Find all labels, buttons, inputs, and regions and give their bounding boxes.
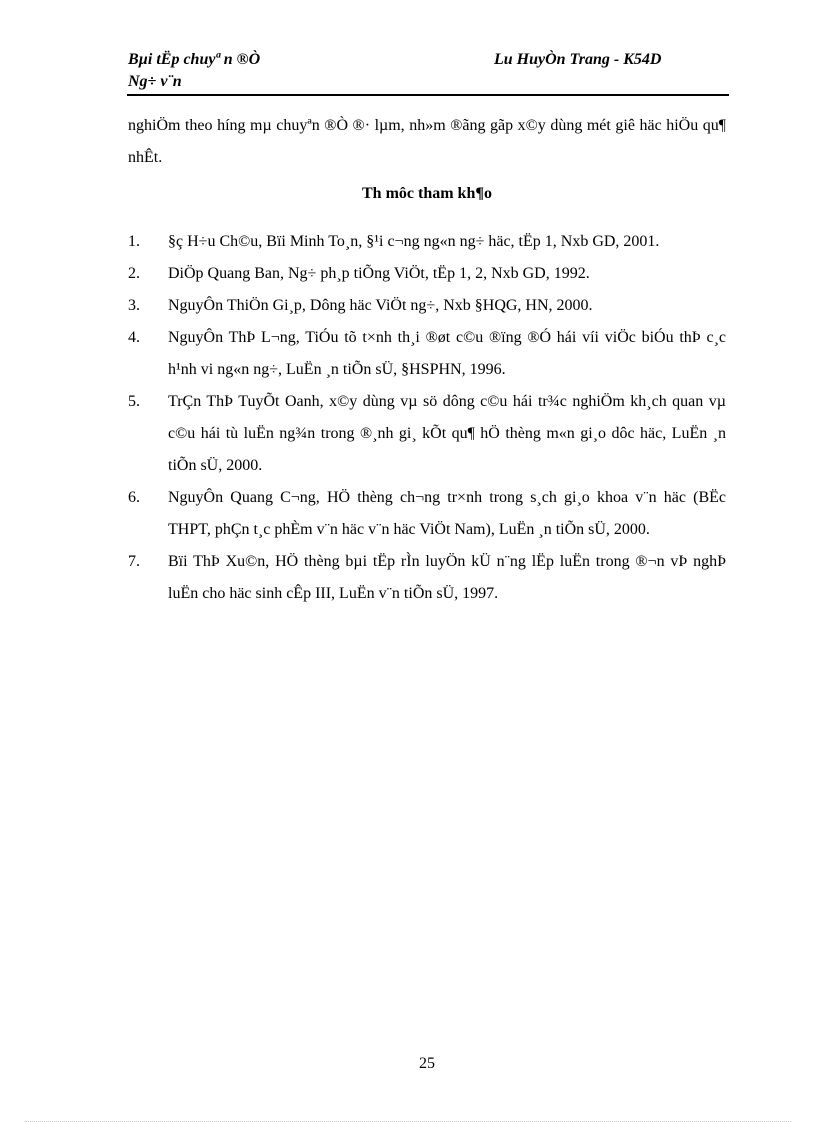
reference-number: 4. bbox=[128, 329, 140, 346]
reference-text: Bïi ThÞ Xu©n, HÖ thèng bµi tËp rÌn luyÖn kÜ n¨ng lËp luËn trong ®¬n vÞ nghÞ luËn cho häc sinh cÊp III, LuËn v¨n tiÕn sÜ, 1997. bbox=[168, 553, 726, 602]
reference-item bbox=[128, 322, 726, 386]
reference-number: 2. bbox=[128, 265, 140, 282]
reference-item bbox=[128, 258, 726, 290]
reference-text: NguyÔn ThÞ L¬ng, TiÓu tõ t×nh th¸i ®øt c©u ®ïng ®Ó hái víi viÖc biÓu thÞ c¸c h¹nh vi ng«n ng÷, LuËn ¸n tiÕn sÜ, §HSPHN, 1996. bbox=[168, 329, 726, 378]
reference-number: 3. bbox=[128, 297, 140, 314]
references-list bbox=[128, 226, 726, 610]
page-bottom-border bbox=[25, 1121, 791, 1122]
intro-paragraph: nghiÖm theo híng mµ chuyªn ®Ò ®· lµm, nh»m ®ãng gãp x©y dùng mét giê häc hiÖu qu¶ nhÊt. bbox=[128, 117, 726, 166]
reference-item bbox=[128, 290, 726, 322]
reference-item bbox=[128, 386, 726, 482]
reference-number: 7. bbox=[128, 553, 140, 570]
reference-text: §ç H÷u Ch©u, Bïi Minh To¸n, §¹i c¬ng ng«n ng÷ häc, tËp 1, Nxb GD, 2001. bbox=[168, 233, 660, 250]
reference-number: 1. bbox=[128, 233, 140, 250]
header-author: Lu HuyÒn Trang - K54D bbox=[494, 51, 662, 68]
page-number: 25 bbox=[419, 1055, 435, 1072]
header-left-line1: Bµi tËp chuyª n ®Ò bbox=[128, 51, 261, 68]
reference-item bbox=[128, 546, 726, 610]
reference-number: 5. bbox=[128, 393, 140, 410]
reference-item bbox=[128, 226, 726, 258]
header-left-line2: Ng÷ v¨n bbox=[128, 73, 182, 90]
reference-text: NguyÔn ThiÖn Gi¸p, Dông häc ViÖt ng÷, Nxb §HQG, HN, 2000. bbox=[168, 297, 593, 314]
header-left-title bbox=[128, 49, 378, 93]
reference-text: NguyÔn Quang C¬ng, HÖ thèng ch¬ng tr×nh trong s¸ch gi¸o khoa v¨n häc (BËc THPT, phÇn t¸c phÈm v¨n häc v¨n häc ViÖt Nam), LuËn ¸n tiÕn sÜ, 2000. bbox=[168, 489, 726, 538]
header-rule bbox=[127, 94, 729, 96]
references-title: Th môc tham kh¶o bbox=[362, 185, 492, 202]
reference-text: TrÇn ThÞ TuyÕt Oanh, x©y dùng vµ sö dông c©u hái tr¾c nghiÖm kh¸ch quan vµ c©u hái tù luËn ng¾n trong ®¸nh gi¸ kÕt qu¶ hÖ thèng m«n gi¸o dôc häc, LuËn ¸n tiÕn sÜ, 2000. bbox=[168, 393, 726, 474]
reference-text: DiÖp Quang Ban, Ng÷ ph¸p tiÕng ViÖt, tËp 1, 2, Nxb GD, 1992. bbox=[168, 265, 590, 282]
reference-number: 6. bbox=[128, 489, 140, 506]
page-header bbox=[128, 49, 728, 95]
reference-item bbox=[128, 482, 726, 546]
